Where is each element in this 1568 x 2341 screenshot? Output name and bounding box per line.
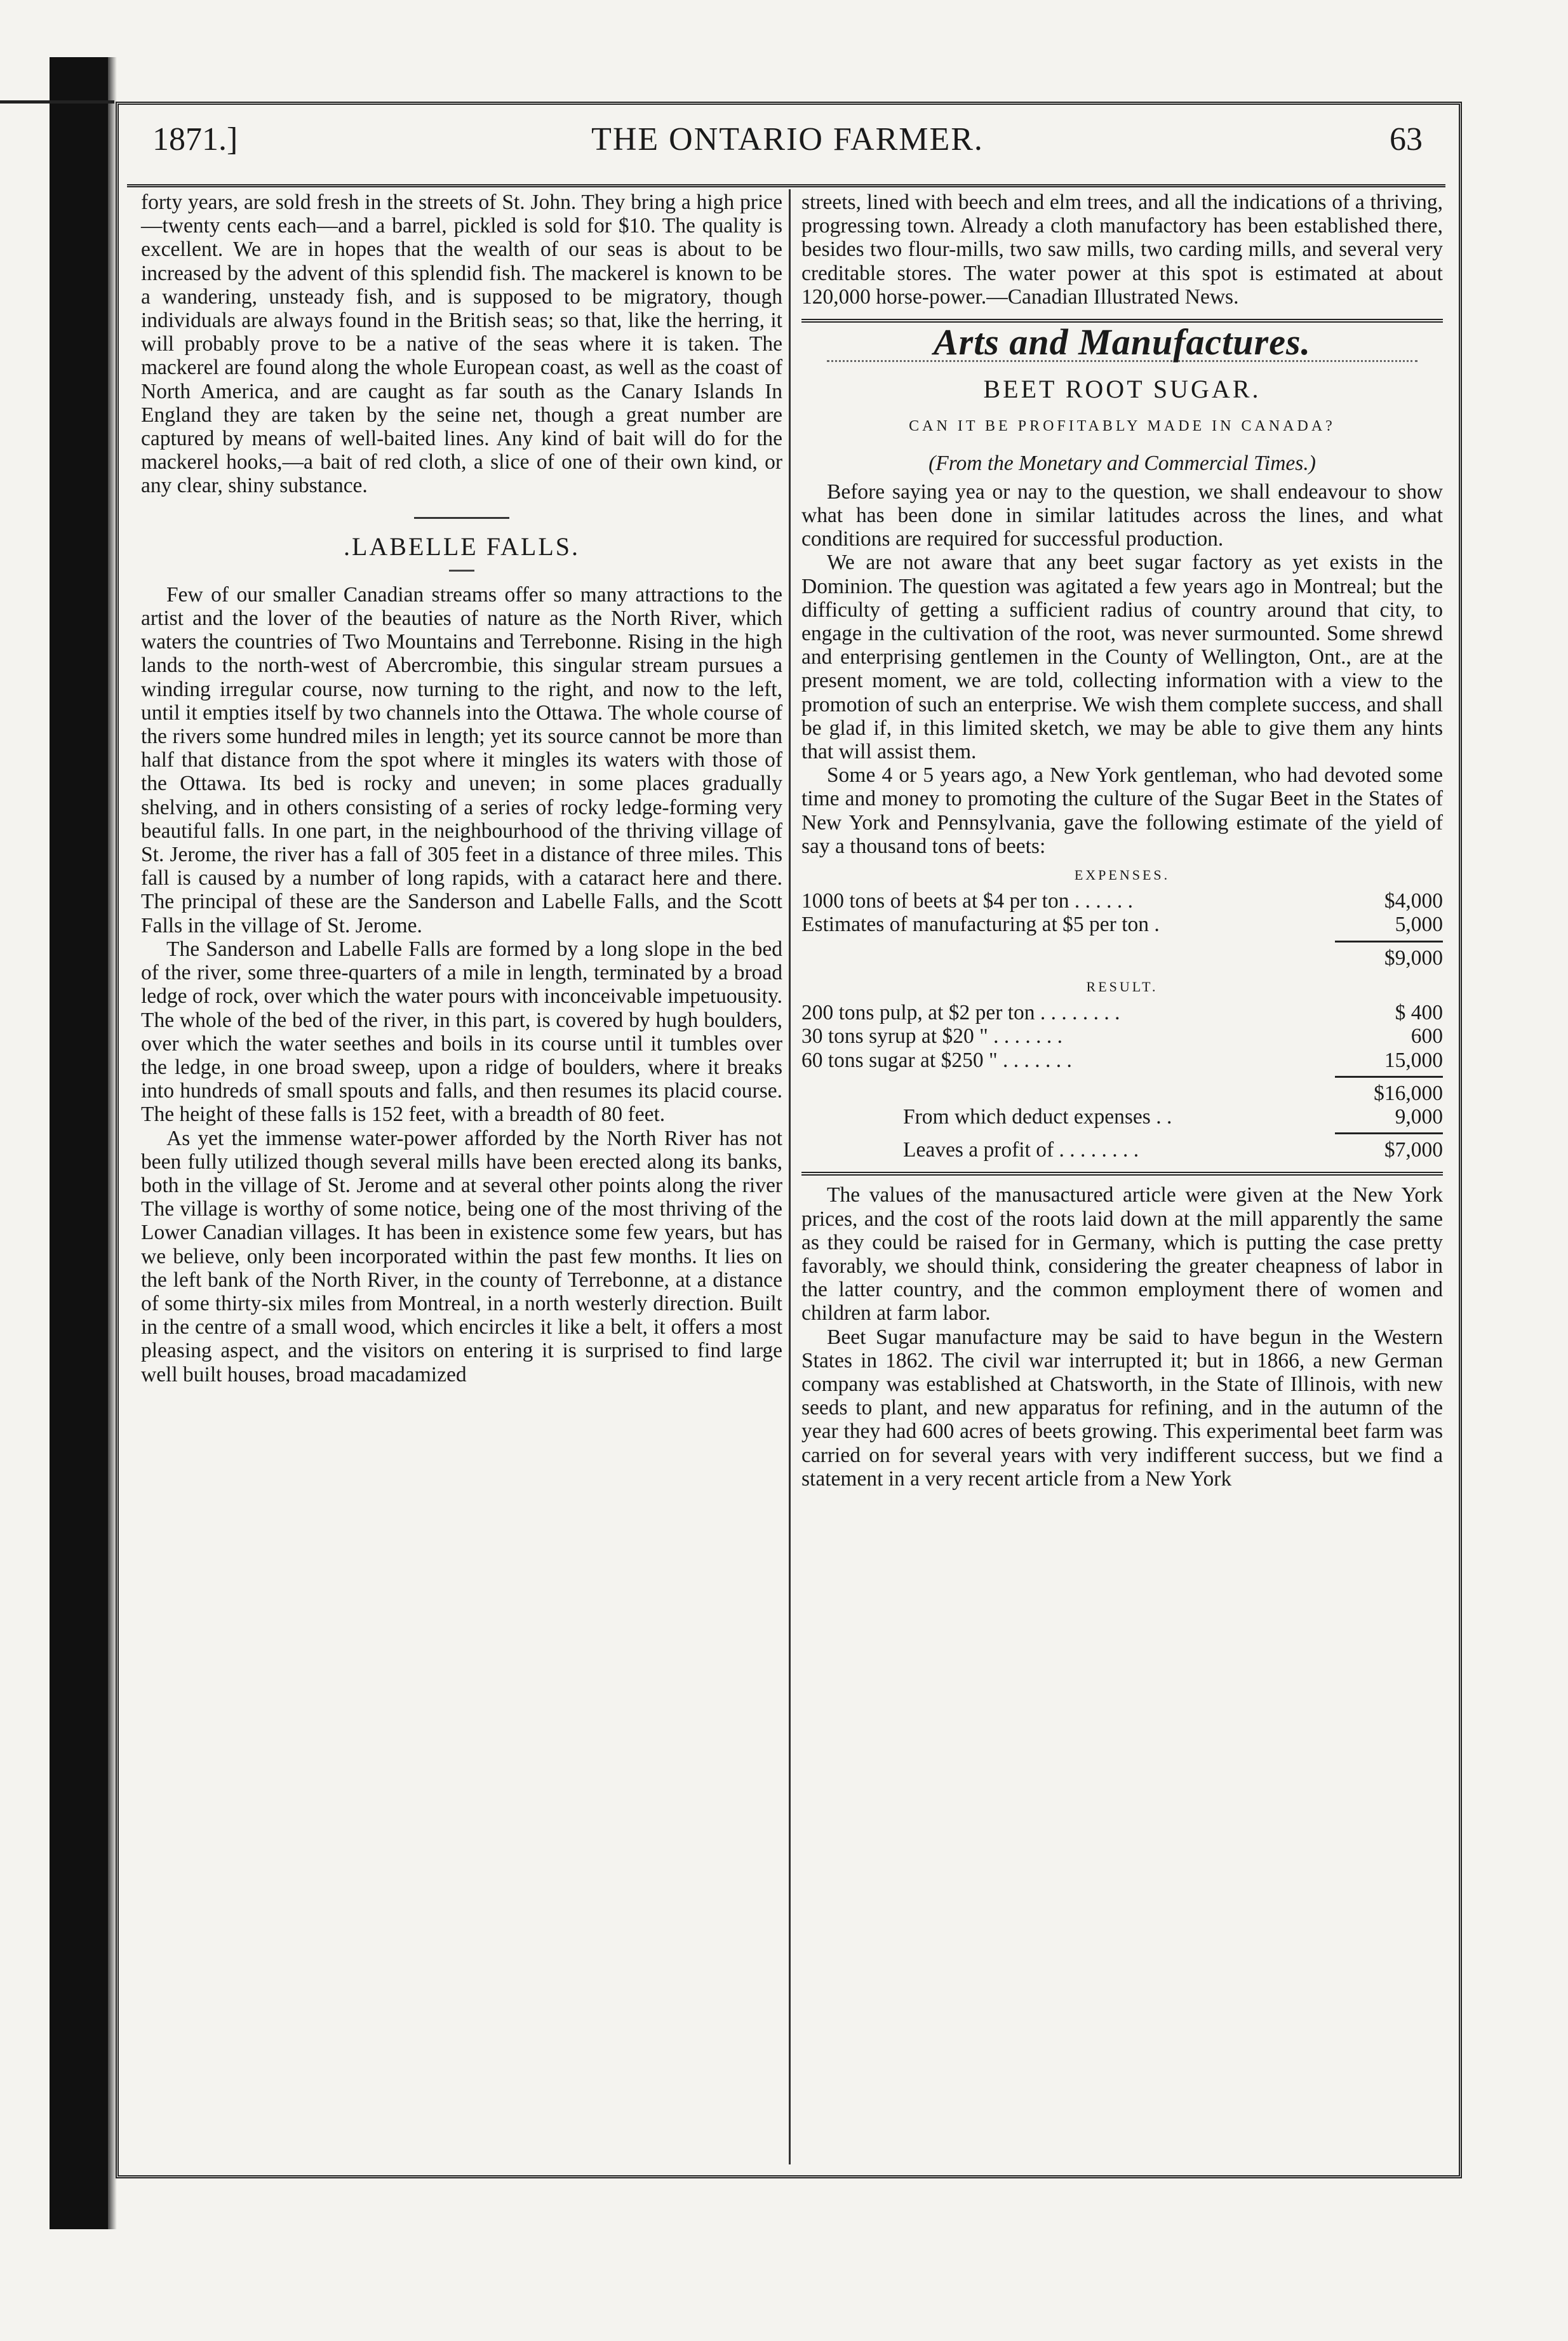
sum-rule (1335, 1132, 1443, 1134)
deduct-amount: 9,000 (1395, 1104, 1443, 1129)
column-divider (789, 189, 791, 2164)
article-source: (From the Monetary and Commercial Times.) (928, 451, 1316, 475)
expense-amount: $4,000 (1384, 889, 1443, 913)
profit-label: Leaves a profit of . . . . . . . . (903, 1138, 1139, 1162)
result-label: 200 tons pulp, at $2 per ton . . . . . . . . (801, 1001, 1120, 1025)
sum-rule (1335, 941, 1443, 942)
mackerel-paragraph: forty years, are sold fresh in the streets of St. John. They bring a high price—twenty cents each—and a barrel, pickled is sold for $10. The quality is excellent. We are in hopes that the wealth of our seas is about to be increased by the advent of this splendid fish. The mackerel is known to be a wandering, unsteady fish, and is supposed to be migratory, though individuals are always found in the British seas; so that, like the herring, it will probably prove to be a native of the seas where it is taken. The mackerel are found along the whole European coast, as well as the coast of North America, and are caught as far south as the Canary Islands In England they are taken by the seine net, though a great number are captured by means of well-baited lines. Any kind of bait will do for the mackerel hooks,—a bait of red cloth, a slice of one of their own kind, or any clear, shiny substance. (141, 191, 782, 498)
header-year: 1871.] (152, 121, 238, 158)
deduct-label: From which deduct expenses . . (903, 1104, 1172, 1129)
beet-paragraph-2: We are not aware that any beet sugar factory as yet exists in the Dominion. The question was agitated a few years ago in Montreal; but the difficulty of getting a sufficient radius of country around that city, to engage in the cultivation of the root, was never surmounted. Some shrewd and enterprising gentlemen in the County of Wellington, Ont., are at the present moment, we are told, collecting information with a view to the promotion of such an enterprise. We wish them complete success, and shall be glad if, in this limited sketch, we may be able to give them any hints that will assist them. (801, 551, 1443, 764)
expense-row (801, 889, 1443, 913)
section-rule (414, 517, 509, 519)
expense-amount: 5,000 (1395, 913, 1443, 937)
expense-row (801, 913, 1443, 936)
streets-paragraph: streets, lined with beech and elm trees, and all the indications of a thriving, progressing town. Already a cloth manufactory has been established there, besides two flour-mills, two saw mills, two carding mills, and several very creditable stores. The water power at this spot is estimated at about 120,000 horse-power.—Canadian Illustrated News. (801, 191, 1443, 309)
page-number: 63 (1390, 121, 1423, 158)
header-rule (127, 184, 1445, 187)
scan-edge-rule (0, 100, 114, 104)
deduct-row (801, 1105, 1443, 1129)
heading-dash (449, 570, 474, 572)
beet-paragraph-1: Before saying yea or nay to the question, we shall endeavour to show what has been done in similar latitudes across the lines, and what conditions are required for successful production. (801, 480, 1443, 551)
header-title: THE ONTARIO FARMER. (591, 121, 984, 158)
expenses-total-row (801, 946, 1443, 970)
page-header (127, 114, 1448, 184)
labelle-paragraph-1: Few of our smaller Canadian streams offer so many attractions to the artist and the lover of the beauties of nature as the North River, which waters the countries of Two Mountains and Terrebonne. Rising in the high lands to the north-west of Abercrombie, this singular stream pursues a winding irregular course, now turning to the right, and now to the left, until it empties itself by two channels into the Ottawa. The whole course of the rivers some hundred miles in length; yet its source cannot be more than half that distance from the spot where it mingles its waters with those of the Ottawa. Its bed is rocky and uneven; in some places gradually shelving, and in others consisting of a series of rocky ledge-forming very beautiful falls. In one part, in the neighbourhood of the thriving village of St. Jerome, the river has a fall of 305 feet in a distance of three miles. This fall is caused by a number of long rapids, with a cataract here and there. The principal of these are the Sanderson and Labelle Falls, and the Scott Falls in the village of St. Jerome. (141, 582, 782, 937)
labelle-paragraph-3: As yet the immense water-power afforded by the North River has not been fully utilized though several mills have been erected along its banks, both in the village of St. Jerome and at several other points along the river The village is worthy of some notice, being one of the most thriving of the Lower Canadian villages. It has been in existence some few years, but has we believe, only been incorporated within the past few months. It lies on the left bank of the North River, in the county of Terrebonne, at a distance of some thirty-six miles from Montreal, in a north westerly direction. Built in the centre of a small wood, which encircles it like a belt, it offers a most pleasing aspect, and the visitors on entering it is surprised to find large well built houses, broad macadamized (141, 1126, 782, 1386)
beet-paragraph-4: The values of the manusactured article were given at the New York prices, and the cost of the roots laid down at the mill apparently the same as they could be raised for in Germany, which is putting the case pretty favorably, we should think, considering the greater cheapness of labor in the latter country, and the common employment there of women and children at farm labor. (801, 1183, 1443, 1325)
expenses-total: $9,000 (1384, 946, 1443, 970)
article-question: CAN IT BE PROFITABLY MADE IN CANADA? (909, 418, 1336, 435)
labelle-falls-heading: .LABELLE FALLS. (343, 532, 580, 561)
sum-rule (1335, 1076, 1443, 1078)
result-label: 30 tons syrup at $20 " . . . . . . . (801, 1024, 1063, 1049)
expense-label: 1000 tons of beets at $4 per ton . . . . . . (801, 889, 1133, 913)
beet-root-sugar-title: BEET ROOT SUGAR. (983, 375, 1261, 404)
table-end-rule (801, 1172, 1443, 1176)
result-amount: 600 (1411, 1024, 1443, 1049)
expense-label: Estimates of manufacturing at $5 per ton . (801, 913, 1160, 937)
profit-row (801, 1138, 1443, 1162)
result-row (801, 1049, 1443, 1072)
result-row (801, 1024, 1443, 1048)
labelle-paragraph-2: The Sanderson and Labelle Falls are formed by a long slope in the bed of the river, some three-quarters of a mile in length, terminated by a broad ledge of rock, over which the water pours with inconceivable impetuousity. The whole of the bed of the river, in this part, is covered by hugh boulders, over which the water seethes and boils in its course until it tumbles over the ledge, in one broad sweep, upon a ridge of boulders, where it breaks into hundreds of small spouts and falls, and then resumes its placid course. The height of these falls is 152 feet, with a breadth of 80 feet. (141, 937, 782, 1127)
beet-paragraph-5: Beet Sugar manufacture may be said to have begun in the Western States in 1862. The civil war interrupted it; but in 1866, a new German company was established at Chatsworth, in the State of Illinois, with new seeds to plant, and new apparatus for refining, and in the autumn of the year they had 600 acres of beets growing. This experimental beet farm was carried on for several years with very indifferent success, but we find a statement in a very recent article from a New York (801, 1325, 1443, 1491)
left-column (141, 191, 782, 1386)
profit-amount: $7,000 (1384, 1138, 1443, 1162)
result-amount: $ 400 (1395, 1001, 1443, 1025)
result-amount: 15,000 (1384, 1048, 1443, 1072)
right-column (801, 191, 1443, 1491)
results-total-row (801, 1082, 1443, 1105)
scan-edge-shadow (50, 57, 108, 2229)
result-heading: RESULT. (1086, 978, 1158, 995)
expenses-heading: EXPENSES. (1074, 867, 1170, 883)
result-label: 60 tons sugar at $250 " . . . . . . . (801, 1048, 1072, 1072)
results-total: $16,000 (1374, 1081, 1443, 1105)
beet-paragraph-3: Some 4 or 5 years ago, a New York gentleman, who had devoted some time and money to promoting the culture of the Sugar Beet in the States of New York and Pennsylvania, gave the following estimate of the yield of say a thousand tons of beets: (801, 763, 1443, 858)
arts-manufactures-heading: Arts and Manufactures. (933, 321, 1311, 363)
result-row (801, 1001, 1443, 1024)
